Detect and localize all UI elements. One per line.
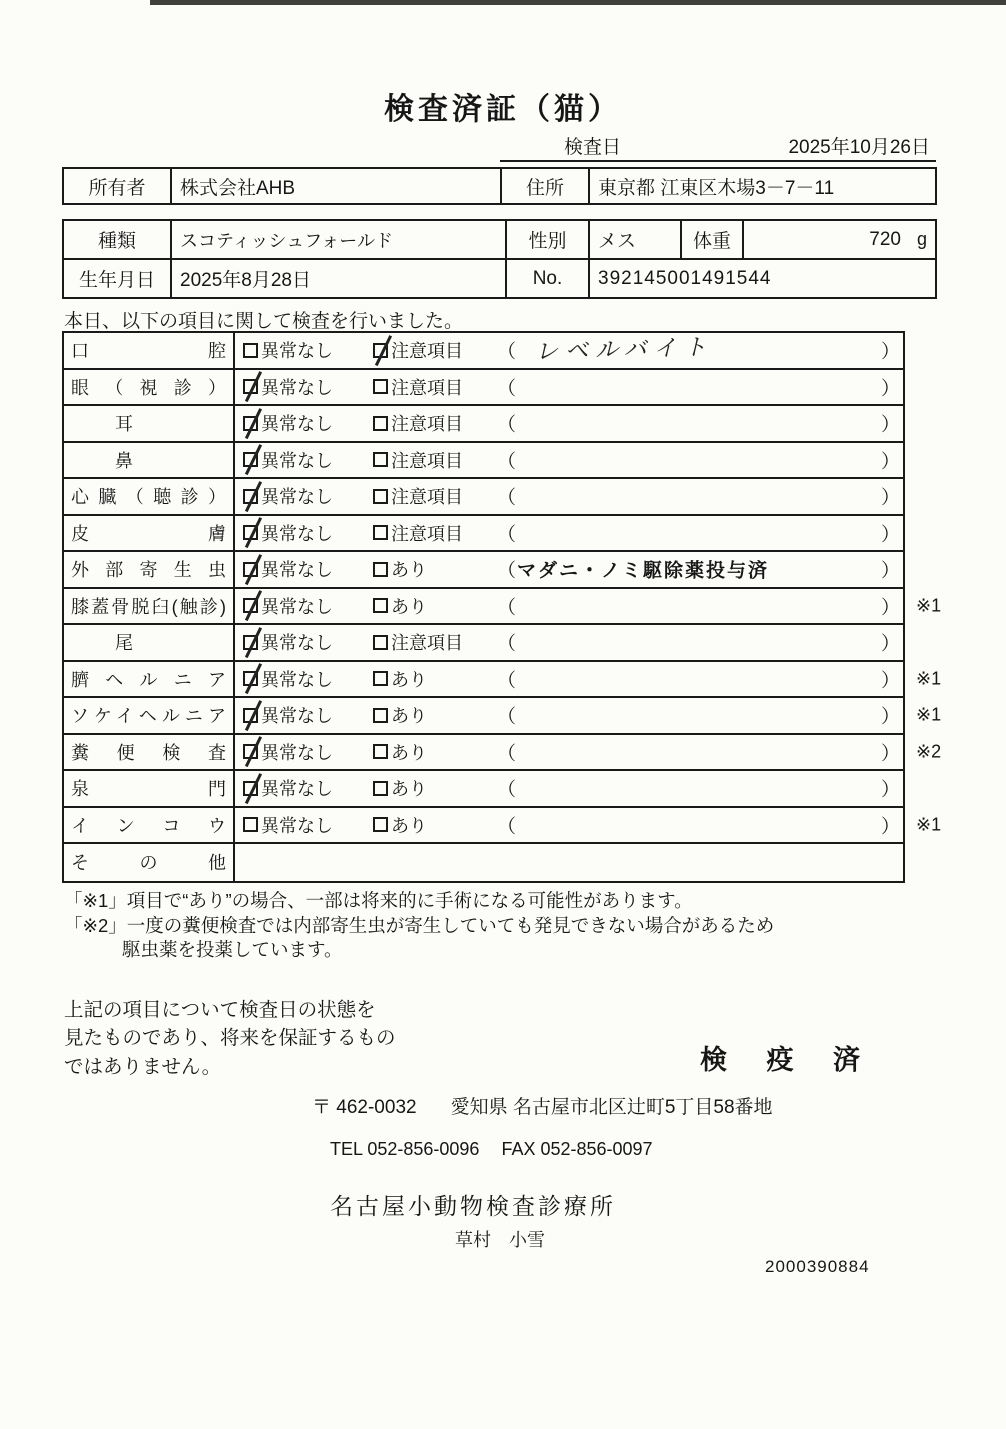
- exam-check-cell: [235, 771, 903, 806]
- clinic-address: 愛知県 名古屋市北区辻町5丁目58番地: [450, 1097, 773, 1118]
- disclaimer-line-2: 見たものであり、将来を保証するもの: [64, 1027, 396, 1050]
- page-title: 検査済証（猫）: [384, 93, 622, 126]
- option-no-abnormality: [243, 447, 333, 473]
- weight-value: 720: [869, 228, 901, 250]
- handwritten-check-slash: [245, 554, 262, 585]
- checkbox-icon: [373, 489, 388, 504]
- option-label: 異常なし: [261, 669, 333, 690]
- exam-check-cell: [235, 735, 903, 770]
- checkbox-checked-icon: [243, 671, 258, 686]
- option-attention: [373, 410, 463, 436]
- option-attention: [373, 593, 427, 619]
- option-label: 異常なし: [261, 560, 333, 581]
- option-no-abnormality: [243, 629, 333, 655]
- option-label: 注意項目: [391, 414, 463, 435]
- handwritten-check-slash: [245, 517, 262, 548]
- exam-item-cell: [64, 443, 235, 478]
- exam-row: [64, 771, 903, 808]
- option-label: 異常なし: [261, 341, 333, 362]
- paren-open-char: （: [497, 743, 517, 765]
- option-no-abnormality: [243, 337, 333, 363]
- exam-item-cell: [64, 698, 235, 733]
- paren-close-char: ）: [881, 414, 901, 436]
- paren-open-char: （: [497, 670, 517, 692]
- checkbox-checked-icon: [243, 489, 258, 504]
- exam-row: [64, 552, 903, 589]
- veterinarian-name: 草村 小雪: [455, 1230, 545, 1250]
- exam-row: [64, 406, 903, 443]
- footnote-mark: ※1: [916, 704, 942, 725]
- option-attention: [373, 629, 463, 655]
- exam-item-label: 膝蓋骨脱臼(触診): [71, 596, 226, 617]
- option-label: 注意項目: [391, 523, 463, 544]
- paren-close-char: ）: [881, 451, 901, 473]
- checkbox-icon: [373, 671, 388, 686]
- no-label: No.: [506, 259, 589, 298]
- exam-row: [64, 735, 942, 772]
- exam-row: [64, 589, 942, 626]
- option-label: 異常なし: [261, 596, 333, 617]
- checkbox-checked-icon: [373, 343, 388, 358]
- exam-item-label: 皮膚: [71, 523, 226, 544]
- footnote-mark: ※1: [916, 595, 942, 616]
- exam-item-cell: [64, 333, 235, 368]
- exam-item-cell: [64, 662, 235, 697]
- paren-open-char: （: [497, 633, 517, 655]
- option-label: 異常なし: [261, 742, 333, 763]
- address-label: 住所: [501, 168, 589, 204]
- handwritten-check-slash: [245, 444, 262, 475]
- exam-item-label: 耳: [115, 414, 133, 435]
- handwritten-check-slash: [245, 590, 262, 621]
- handwritten-check-slash: [245, 700, 262, 731]
- option-no-abnormality: [243, 556, 333, 582]
- inspection-date-label: 検査日: [564, 137, 622, 158]
- option-attention: [373, 775, 427, 801]
- option-label: 異常なし: [261, 523, 333, 544]
- checkbox-checked-icon: [243, 708, 258, 723]
- paren-open-char: （: [497, 487, 517, 509]
- sex-label: 性別: [506, 220, 589, 259]
- option-label: 異常なし: [261, 414, 333, 435]
- checkbox-icon: [373, 379, 388, 394]
- option-attention: [373, 447, 463, 473]
- clinic-address-line: [312, 1092, 773, 1119]
- scan-artifact-line: [150, 0, 1006, 5]
- option-no-abnormality: [243, 702, 333, 728]
- exam-check-cell: [235, 370, 903, 405]
- exam-item-label: 鼻: [115, 450, 133, 471]
- exam-row: [64, 333, 903, 370]
- clinic-postal-code: 〒 462-0032: [312, 1097, 417, 1118]
- checkbox-checked-icon: [243, 781, 258, 796]
- option-label: 異常なし: [261, 779, 333, 800]
- breed-label: 種類: [63, 220, 171, 259]
- paren-open-char: （: [497, 524, 517, 546]
- birth-label: 生年月日: [63, 259, 171, 298]
- pet-info-table: [62, 219, 937, 299]
- option-label: 注意項目: [391, 341, 463, 362]
- handwritten-check-slash: [245, 408, 262, 439]
- handwritten-check-slash: [245, 773, 262, 804]
- footnote-2: 「※2」一度の糞便検査では内部寄生虫が寄生していても発見できない場合があるため: [64, 914, 775, 936]
- exam-check-cell: [235, 479, 903, 514]
- exam-check-cell: [235, 406, 903, 441]
- exam-row: [64, 662, 942, 699]
- paren-close-char: ）: [881, 597, 901, 619]
- checkbox-checked-icon: [243, 562, 258, 577]
- option-no-abnormality: [243, 520, 333, 546]
- footnotes: [64, 889, 774, 963]
- option-label: あり: [391, 779, 427, 800]
- exam-row: [64, 844, 903, 881]
- exam-item-label: 眼（視診）: [71, 377, 226, 398]
- exam-item-cell: [64, 735, 235, 770]
- option-label: 異常なし: [261, 815, 333, 836]
- exam-check-cell: [235, 662, 903, 697]
- inspection-date-row: [500, 130, 936, 162]
- option-attention: [373, 739, 427, 765]
- paren-close-char: ）: [881, 560, 901, 582]
- exam-check-cell: [235, 844, 903, 881]
- option-attention: [373, 483, 463, 509]
- weight-value-cell: [743, 220, 936, 259]
- exam-item-cell: [64, 516, 235, 551]
- paren-close-char: ）: [881, 524, 901, 546]
- option-label: あり: [391, 706, 427, 727]
- option-no-abnormality: [243, 374, 333, 400]
- exam-item-cell: [64, 625, 235, 660]
- checkbox-checked-icon: [243, 744, 258, 759]
- handwritten-check-slash: [245, 736, 262, 767]
- option-label: 注意項目: [391, 633, 463, 654]
- checkbox-icon: [373, 781, 388, 796]
- paren-close-char: ）: [881, 670, 901, 692]
- option-label: 異常なし: [261, 450, 333, 471]
- owner-value: 株式会社AHB: [171, 168, 501, 204]
- breed-value: スコティッシュフォールド: [171, 220, 506, 259]
- checkbox-icon: [373, 598, 388, 613]
- inspection-date-value: 2025年10月26日: [788, 137, 930, 158]
- exam-check-cell: [235, 552, 903, 587]
- exam-check-cell: [235, 333, 903, 368]
- checkbox-icon: [373, 562, 388, 577]
- sex-value: メス: [589, 220, 681, 259]
- exam-check-cell: [235, 443, 903, 478]
- exam-item-cell: [64, 771, 235, 806]
- intro-text: 本日、以下の項目に関して検査を行いました。: [64, 311, 464, 332]
- handwritten-check-slash: [245, 627, 262, 658]
- paren-close-char: ）: [881, 633, 901, 655]
- handwritten-check-slash: [375, 335, 392, 366]
- birth-row: [63, 259, 936, 298]
- option-label: あり: [391, 742, 427, 763]
- option-attention: [373, 374, 463, 400]
- exam-row: [64, 443, 903, 480]
- checkbox-icon: [373, 708, 388, 723]
- weight-unit: g: [916, 228, 927, 249]
- exam-item-label: ソケイヘルニア: [71, 706, 226, 727]
- paren-close-char: ）: [881, 743, 901, 765]
- checkbox-checked-icon: [243, 525, 258, 540]
- exam-item-label: 心臓（聴診）: [71, 487, 226, 508]
- exam-row: [64, 698, 942, 735]
- paren-close-char: ）: [881, 341, 901, 363]
- option-attention: [373, 556, 427, 582]
- handwritten-note: レベルバイト: [534, 333, 714, 365]
- checkbox-checked-icon: [243, 598, 258, 613]
- paren-open-char: （: [497, 414, 517, 436]
- footnote-mark: ※1: [916, 814, 942, 835]
- option-label: 注意項目: [391, 487, 463, 508]
- weight-label: 体重: [681, 220, 743, 259]
- option-no-abnormality: [243, 410, 333, 436]
- option-label: あり: [391, 560, 427, 581]
- owner-table: [62, 167, 937, 205]
- clinic-fax: FAX 052-856-0097: [501, 1139, 653, 1159]
- paren-open-char: （: [497, 378, 517, 400]
- clinic-tel: TEL 052-856-0096: [330, 1139, 480, 1159]
- option-no-abnormality: [243, 483, 333, 509]
- paren-close-char: ）: [881, 378, 901, 400]
- checkbox-icon: [373, 635, 388, 650]
- footnote-2-continued: 駆虫薬を投薬しています。: [122, 939, 343, 961]
- checkbox-icon: [243, 343, 258, 358]
- exam-item-label: 尾: [115, 633, 133, 654]
- exam-item-label: インコウ: [71, 815, 226, 836]
- option-attention: [373, 812, 427, 838]
- serial-number: 2000390884: [765, 1257, 870, 1276]
- quarantine-passed-stamp: 検 疫 済: [700, 1045, 877, 1075]
- clinic-name: 名古屋小動物検査診療所: [330, 1193, 616, 1219]
- exam-item-label: 臍ヘルニア: [71, 669, 226, 690]
- footnote-1: 「※1」項目で“あり”の場合、一部は将来的に手術になる可能性があります。: [64, 890, 693, 911]
- exam-item-label: その他: [71, 853, 226, 874]
- exam-item-cell: [64, 844, 235, 881]
- option-label: あり: [391, 669, 427, 690]
- exam-check-cell: [235, 698, 903, 733]
- certificate-number: 392145001491544: [589, 259, 936, 298]
- exam-item-cell: [64, 808, 235, 843]
- paren-open-char: （: [497, 779, 517, 801]
- paren-open-char: （: [497, 706, 517, 728]
- option-no-abnormality: [243, 593, 333, 619]
- exam-check-cell: [235, 516, 903, 551]
- exam-check-cell: [235, 589, 903, 624]
- option-label: 異常なし: [261, 377, 333, 398]
- paren-close-char: ）: [881, 779, 901, 801]
- exam-row: [64, 370, 903, 407]
- option-attention: [373, 337, 463, 363]
- handwritten-check-slash: [245, 663, 262, 694]
- checkbox-checked-icon: [243, 416, 258, 431]
- owner-label: 所有者: [63, 168, 171, 204]
- option-label: 異常なし: [261, 633, 333, 654]
- exam-item-cell: [64, 479, 235, 514]
- disclaimer-line-3: ではありません。: [64, 1055, 222, 1078]
- exam-item-cell: [64, 370, 235, 405]
- option-label: あり: [391, 815, 427, 836]
- footnote-mark: ※1: [916, 668, 942, 689]
- exam-row: [64, 516, 903, 553]
- paren-open-char: （: [497, 816, 517, 838]
- disclaimer-line-1: 上記の項目について検査日の状態を: [64, 999, 376, 1021]
- option-no-abnormality: [243, 739, 333, 765]
- exam-item-label: 外部寄生虫: [71, 560, 226, 581]
- checkbox-icon: [373, 525, 388, 540]
- option-label: 注意項目: [391, 377, 463, 398]
- disclaimer-text: [64, 996, 396, 1081]
- option-attention: [373, 702, 427, 728]
- option-no-abnormality: [243, 812, 333, 838]
- breed-row: [63, 220, 936, 259]
- option-attention: [373, 666, 427, 692]
- exam-item-label: 泉門: [71, 779, 226, 800]
- option-label: 注意項目: [391, 450, 463, 471]
- paren-close-char: ）: [881, 816, 901, 838]
- exam-item-cell: [64, 552, 235, 587]
- exam-check-cell: [235, 808, 903, 843]
- handwritten-check-slash: [245, 481, 262, 512]
- exam-item-label: 口腔: [71, 341, 226, 362]
- checkbox-checked-icon: [243, 452, 258, 467]
- paren-open-char: （: [497, 597, 517, 619]
- checkbox-icon: [373, 744, 388, 759]
- option-label: 異常なし: [261, 706, 333, 727]
- handwritten-check-slash: [245, 371, 262, 402]
- option-label: あり: [391, 596, 427, 617]
- exam-row: [64, 479, 903, 516]
- checkbox-icon: [243, 817, 258, 832]
- checkbox-checked-icon: [243, 635, 258, 650]
- exam-item-cell: [64, 406, 235, 441]
- paren-close-char: ）: [881, 706, 901, 728]
- checkbox-icon: [373, 416, 388, 431]
- option-label: 異常なし: [261, 487, 333, 508]
- exam-check-cell: [235, 625, 903, 660]
- checkbox-checked-icon: [243, 379, 258, 394]
- paren-open-char: （: [497, 451, 517, 473]
- paren-open-char: （: [497, 341, 517, 363]
- clinic-tel-line: [330, 1139, 653, 1160]
- note-text: マダニ・ノミ駆除薬投与済: [517, 560, 770, 582]
- footnote-mark: ※2: [916, 741, 942, 762]
- exam-item-cell: [64, 589, 235, 624]
- checkbox-icon: [373, 817, 388, 832]
- paren-close-char: ）: [881, 487, 901, 509]
- exam-item-label: 糞便検査: [71, 742, 226, 763]
- exam-table: [62, 331, 942, 883]
- birth-value: 2025年8月28日: [171, 259, 506, 298]
- exam-row: [64, 625, 903, 662]
- paren-open-char: （: [497, 560, 517, 582]
- exam-row: [64, 808, 942, 845]
- owner-row: [63, 168, 936, 204]
- address-value: 東京都 江東区木場3－7－11: [589, 168, 936, 204]
- option-no-abnormality: [243, 666, 333, 692]
- option-no-abnormality: [243, 775, 333, 801]
- checkbox-icon: [373, 452, 388, 467]
- option-attention: [373, 520, 463, 546]
